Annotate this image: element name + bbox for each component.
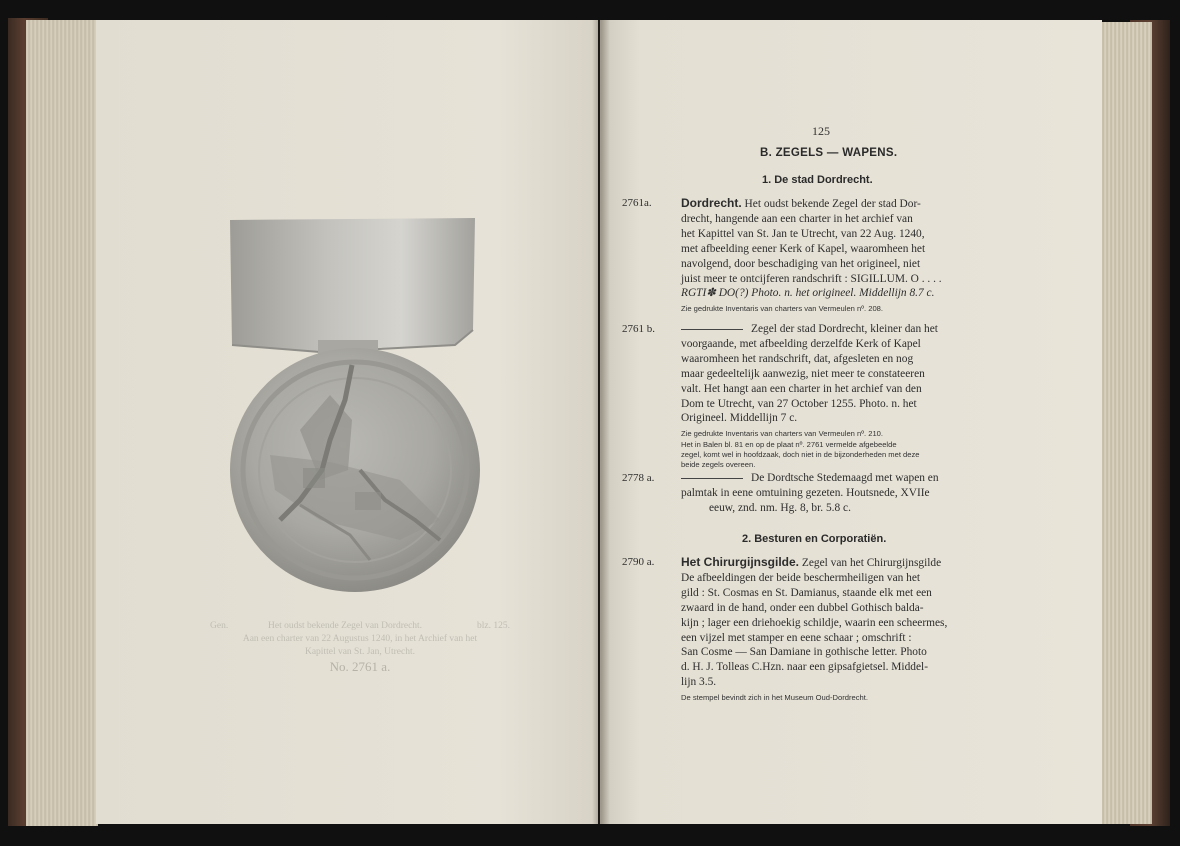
entry-line: Dom te Utrecht, van 27 October 1255. Photo. n. het bbox=[681, 397, 917, 410]
caption-line-2: Aan een charter van 22 Augustus 1240, in het Archief van het bbox=[242, 634, 478, 644]
entry-heading: Het Chirurgijnsgilde. bbox=[681, 555, 800, 569]
entry-line: eeuw, znd. nm. Hg. 8, br. 5.8 c. bbox=[709, 501, 851, 514]
entry-number: 2778 a. bbox=[622, 472, 655, 484]
entry-2790a bbox=[622, 555, 1092, 703]
right-page-stack bbox=[1100, 22, 1152, 824]
entry-line: d. H. J. Tolleas C.Hzn. naar een gipsafgietsel. Middel- bbox=[681, 661, 928, 674]
entry-line: met afbeelding eener Kerk of Kapel, waaromheen het bbox=[681, 242, 926, 255]
entry-line: het Kapittel van St. Jan te Utrecht, van 22 Aug. 1240, bbox=[681, 227, 925, 240]
entry-line: voorgaande, met afbeelding derzelfde Kerk of Kapel bbox=[681, 337, 921, 350]
caption-title: Het oudst bekende Zegel van Dordrecht. bbox=[268, 621, 423, 631]
entry-number: 2761 b. bbox=[622, 323, 655, 335]
section-title: B. ZEGELS — WAPENS. bbox=[760, 147, 898, 159]
ditto-dash bbox=[681, 329, 743, 330]
entry-line: Zegel van het Chirurgijnsgilde bbox=[801, 557, 942, 569]
caption-line-3: Kapittel van St. Jan, Utrecht. bbox=[304, 646, 415, 657]
entry-line: Origineel. Middellijn 7 c. bbox=[681, 412, 798, 425]
entry-line: een vijzel met stamper en eene schaar ; omschrift : bbox=[681, 631, 912, 644]
entry-footnote bbox=[681, 429, 1092, 470]
entry-line: palmtak in eene omtuining gezeten. Houtsnede, XVIIe bbox=[681, 486, 930, 499]
entry-line: drecht, hangende aan een charter in het archief van bbox=[681, 212, 913, 225]
entry-line: navolgend, door beschadiging van het origineel, niet bbox=[681, 257, 921, 270]
entry-2761b bbox=[622, 322, 1092, 470]
entry-number: 2761a. bbox=[622, 197, 652, 209]
entry-line: lijn 3.5. bbox=[681, 676, 717, 689]
entry-2761a bbox=[622, 196, 1092, 315]
entry-line: zwaard in de hand, onder een dubbel Gothisch balda- bbox=[681, 601, 924, 614]
caption-number: No. 2761 a. bbox=[329, 659, 391, 674]
footnote-line: beide zegels overeen. bbox=[681, 459, 756, 469]
footnote-line: zegel, komt wel in hoofdzaak, doch niet in de bijzonderheden met deze bbox=[681, 449, 920, 459]
entry-line: kijn ; lager een driehoekig schildje, waarin een scheermes, bbox=[681, 616, 948, 629]
subsection-dordrecht: 1. De stad Dordrecht. bbox=[762, 174, 873, 186]
caption-page-ref: blz. 125. bbox=[477, 621, 510, 631]
entry-line: De Dordtsche Stedemaagd met wapen en bbox=[751, 472, 939, 484]
subsection-besturen: 2. Besturen en Corporatiën. bbox=[742, 533, 887, 545]
footnote-line: Het in Balen bl. 81 en op de plaat nº. 2761 vermelde afgebeelde bbox=[681, 439, 897, 449]
left-page bbox=[96, 20, 598, 824]
entry-footnote: Zie gedrukte Inventaris van charters van Vermeulen nº. 208. bbox=[681, 304, 884, 314]
caption-figure-label: Gen. bbox=[210, 621, 229, 631]
left-page-stack bbox=[26, 20, 98, 826]
entry-number: 2790 a. bbox=[622, 556, 655, 568]
ditto-dash bbox=[681, 478, 743, 479]
entry-line: valt. Het hangt aan een charter in het archief van den bbox=[681, 382, 922, 395]
entry-line: Het oudst bekende Zegel der stad Dor- bbox=[744, 198, 921, 210]
page-number: 125 bbox=[812, 124, 830, 138]
entry-line: Zegel der stad Dordrecht, kleiner dan het bbox=[751, 323, 938, 335]
figure-caption bbox=[210, 620, 510, 674]
entry-line: waaromheen het randschrift, dat, afgesleten en nog bbox=[681, 352, 914, 365]
entry-line: juist meer te ontcijferen randschrift : SIGILLUM. O . . . . bbox=[681, 272, 942, 285]
entry-2778a bbox=[622, 471, 1092, 516]
book-gutter bbox=[592, 20, 610, 824]
entry-footnote: De stempel bevindt zich in het Museum Oud-Dordrecht. bbox=[681, 693, 868, 703]
entry-heading: Dordrecht. bbox=[681, 196, 742, 210]
entry-line: gild : St. Cosmas en St. Damianus, staande elk met een bbox=[681, 586, 932, 599]
footnote-line: Zie gedrukte Inventaris van charters van Vermeulen nº. 210. bbox=[681, 429, 884, 439]
entry-line: maar gedeeltelijk aanwezig, niet meer te constateeren bbox=[681, 367, 925, 380]
entry-line: San Cosme — San Damiane in gothische letter. Photo bbox=[681, 646, 927, 659]
entry-line: RGTI✽ DO(?) Photo. n. het origineel. Middellijn 8.7 c. bbox=[681, 287, 935, 300]
entry-line: De afbeeldingen der beide beschermheiligen van het bbox=[681, 571, 921, 584]
